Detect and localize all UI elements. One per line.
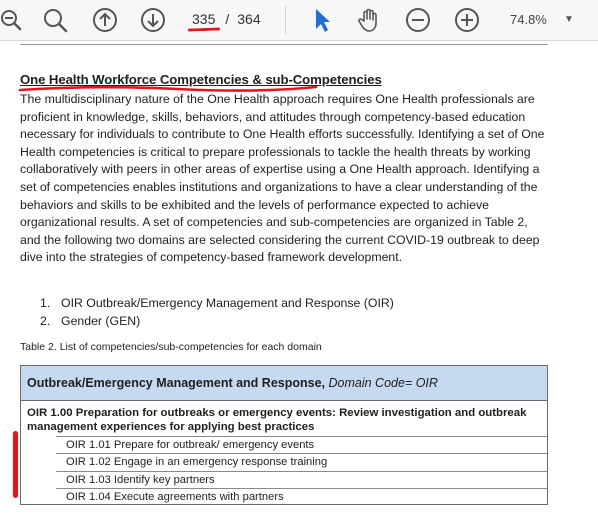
zoom-out-magnifier-icon[interactable]	[0, 7, 26, 33]
domain-title: Outbreak/Emergency Management and Response,	[27, 376, 326, 390]
list-item	[40, 313, 394, 331]
table-row: OIR 1.01 Prepare for outbreak/ emergency events	[56, 436, 547, 453]
domain-list	[40, 295, 394, 330]
list-number: 2.	[40, 313, 51, 328]
page-current: 335	[192, 11, 216, 27]
list-item	[40, 295, 394, 313]
body-paragraph: The multidisciplinary nature of the One Health approach requires One Health professionals are proficient in knowledge, skills, behaviors, and attitudes through competency-based education necessary for individuals to contribute to One Health efforts successfully. Identifying a set of One Health competencies is critical to prepare professionals to tackle the health threats by working collaboratively with peers in other areas of expertise using a One Health approach. Identifying a set of competencies enables institutions and organizations to have a clear understanding of the behaviors and skills to be exhibited and the levels of performance expected to achieve organizational results. A set of competencies and sub-competencies are organized in Table 2, and the following two domains are selected considering the current COVID-19 outbreak to deep dive into the strategies of competency-based framework development.	[20, 92, 545, 265]
document-page	[0, 41, 598, 516]
toolbar-divider	[285, 6, 286, 34]
list-text: OIR Outbreak/Emergency Management and Response (OIR)	[61, 296, 394, 310]
list-text: Gender (GEN)	[61, 313, 141, 328]
red-margin-annotation	[13, 431, 18, 498]
zoom-select[interactable]	[502, 8, 584, 32]
zoom-out-icon[interactable]	[405, 7, 431, 33]
page-number-field[interactable]	[190, 11, 217, 27]
competency-heading: OIR 1.00 Preparation for outbreaks or emergency events: Review investigation and outbreak management experiences for applying best practices	[27, 407, 527, 433]
table-row: OIR 1.04 Execute agreements with partners	[56, 488, 547, 505]
hand-tool-icon[interactable]	[356, 7, 382, 33]
competency-table	[20, 365, 548, 505]
table-row: OIR 1.02 Engage in an emergency response training	[56, 453, 547, 470]
list-number: 1.	[40, 296, 51, 310]
page-up-icon[interactable]	[92, 7, 118, 33]
domain-code: Domain Code= OIR	[328, 376, 438, 390]
pdf-toolbar	[0, 0, 598, 41]
page-indicator	[190, 11, 261, 27]
page-separator: /	[225, 11, 230, 27]
chevron-down-icon: ▼	[564, 14, 574, 25]
table-row: OIR 1.03 Identify key partners	[56, 471, 547, 488]
red-underline-annotation	[188, 27, 220, 31]
select-arrow-icon[interactable]	[309, 7, 335, 33]
section-title: One Health Workforce Competencies & sub-Competencies	[20, 72, 382, 87]
page-down-icon[interactable]	[140, 7, 166, 33]
search-icon[interactable]	[42, 7, 68, 33]
zoom-value: 74.8%	[510, 12, 547, 27]
zoom-in-icon[interactable]	[454, 7, 480, 33]
table-caption: Table 2. List of competencies/sub-competencies for each domain	[20, 341, 322, 353]
page-top-rule	[20, 44, 548, 45]
page-total: 364	[237, 11, 261, 27]
table-header	[21, 366, 547, 401]
